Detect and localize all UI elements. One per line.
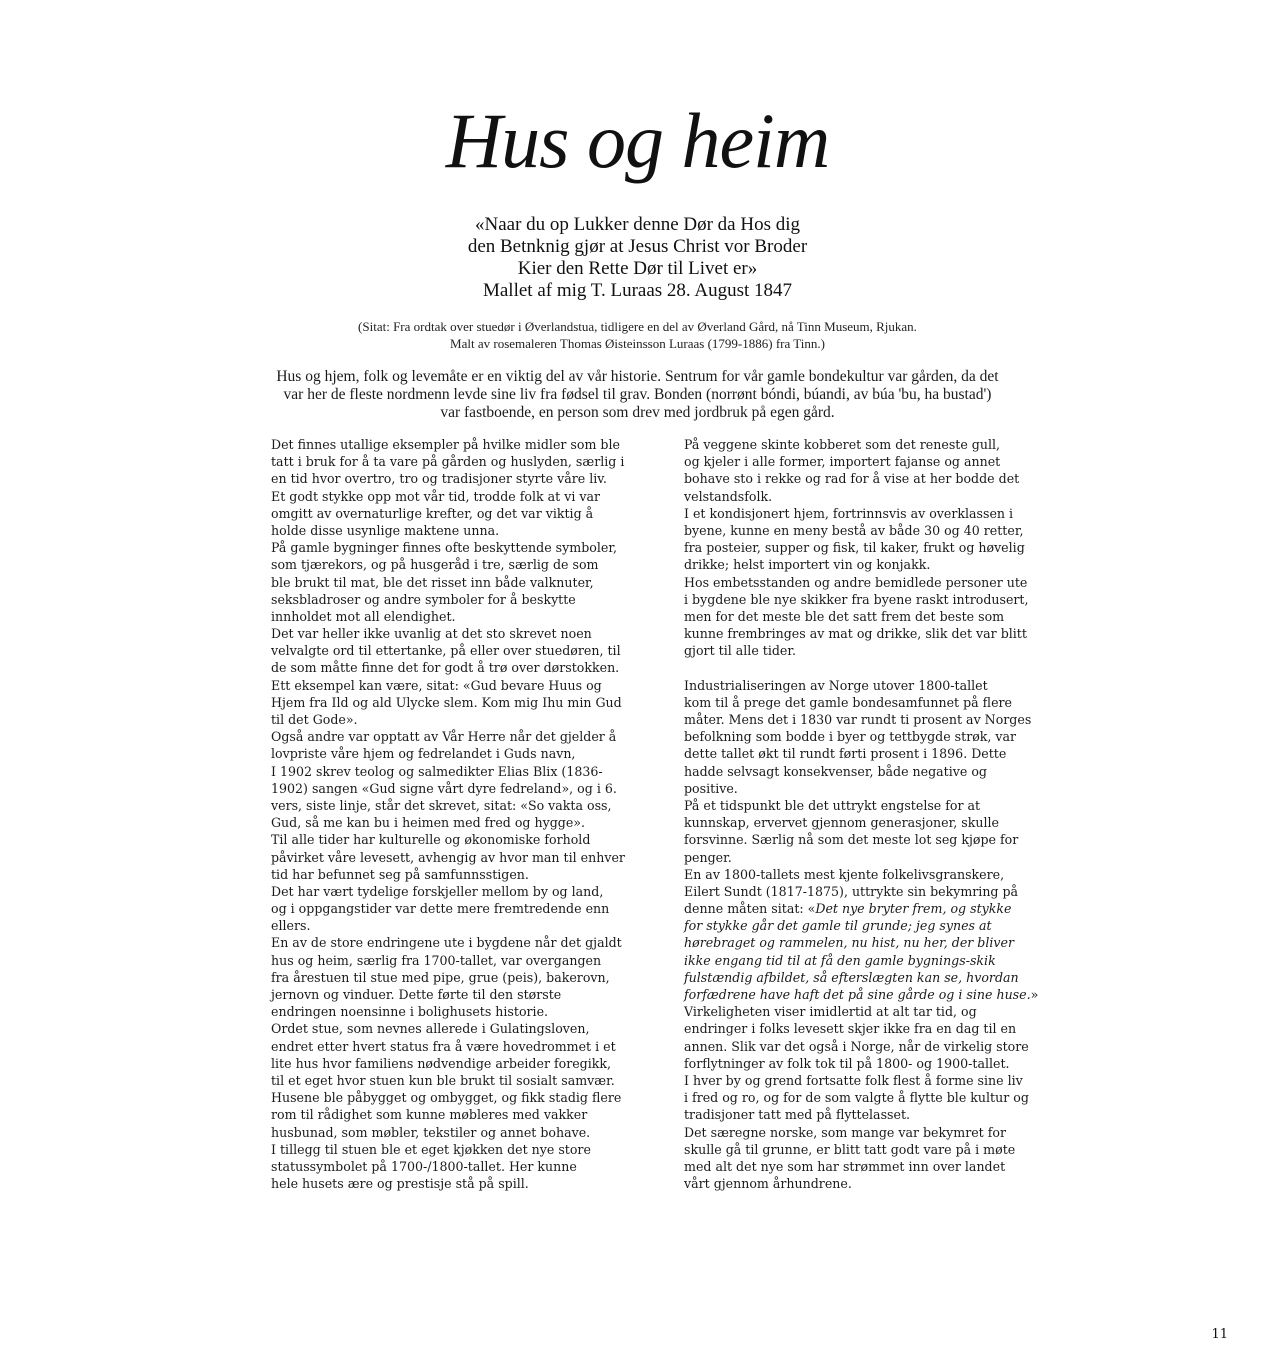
text-line xyxy=(684,711,1064,728)
text-line xyxy=(684,608,1064,625)
text-line: I 1902 skrev teolog og salmedikter Elias Blix (1836- xyxy=(271,763,603,779)
text-line xyxy=(684,556,1064,573)
text-line: Et godt stykke opp mot vår tid, trodde folk at vi var xyxy=(271,488,600,504)
text-line-segment: I hver by og grend fortsatte folk flest å forme sine liv xyxy=(684,1072,1023,1088)
text-line xyxy=(684,574,1064,591)
text-line xyxy=(684,986,1064,1003)
text-line xyxy=(684,1175,1064,1192)
text-line: omgitt av overnaturlige krefter, og det var viktig å xyxy=(271,505,594,521)
source-line: (Sitat: Fra ordtak over stuedør i Øverlandstua, tidligere en del av Øverland Gård, nå Tinn Museum, Rjukan. xyxy=(358,319,917,334)
text-line-segment: i bygdene ble nye skikker fra byene raskt introdusert, xyxy=(684,591,1029,607)
text-line xyxy=(684,900,1064,917)
text-line-segment: med alt det nye som har strømmet inn over landet xyxy=(684,1158,1006,1174)
text-line-segment: tradisjoner tatt med på flyttelasset. xyxy=(684,1107,911,1123)
text-line-segment: byene, kunne en meny bestå av både 30 og 40 retter, xyxy=(684,522,1024,538)
text-line: velvalgte ord til ettertanke, på eller over stuedøren, til xyxy=(271,643,621,659)
text-line xyxy=(684,883,1064,900)
text-line-segment: ikke engang tid til at få den gamle bygnings-skik xyxy=(684,952,996,968)
text-line-segment: og kjeler i alle former, importert fajanse og annet xyxy=(684,454,1001,470)
text-line: lovpriste våre hjem og fedrelandet i Guds navn, xyxy=(271,746,576,762)
text-line xyxy=(684,436,1064,453)
text-line: Det har vært tydelige forskjeller mellom by og land, xyxy=(271,883,604,899)
text-line xyxy=(684,1020,1064,1037)
text-line: I tillegg til stuen ble et eget kjøkken det nye store xyxy=(271,1141,591,1157)
text-line: På gamle bygninger finnes ofte beskyttende symboler, xyxy=(271,540,617,556)
text-line: hele husets ære og prestisje stå på spill. xyxy=(271,1176,529,1192)
text-line: Hjem fra Ild og ald Ulycke slem. Kom mig Ihu min Gud xyxy=(271,694,622,710)
text-line: påvirket våre levesett, avhengig av hvor man til enhver xyxy=(271,849,625,865)
intro-line: var fastboende, en person som drev med jordbruk på egen gård. xyxy=(440,404,835,421)
page-number: 11 xyxy=(1211,1327,1228,1342)
text-line: tid har befunnet seg på samfunnsstigen. xyxy=(271,866,529,882)
text-line-segment: Virkeligheten viser imidlertid at alt tar tid, og xyxy=(684,1004,977,1020)
text-line xyxy=(684,934,1064,951)
text-line xyxy=(684,728,1064,745)
left-text-column xyxy=(271,436,641,1192)
text-line xyxy=(684,780,1064,797)
intro-line: var her de fleste nordmenn levde sine liv fra fødsel til grav. Bonden (norrønt bóndi, búandi, av búa 'bu, ha bustad') xyxy=(283,386,992,403)
text-line xyxy=(684,625,1064,642)
text-line-segment: bohave sto i rekke og rad for å vise at her bodde det xyxy=(684,471,1020,487)
text-line: Det finnes utallige eksempler på hvilke midler som ble xyxy=(271,437,620,452)
text-line xyxy=(684,677,1064,694)
door-inscription-quote xyxy=(0,214,1275,302)
text-line-segment: befolkning som bodde i byer og tettbygde strøk, var xyxy=(684,729,1017,745)
text-line-segment: Hos embetsstanden og andre bemidlede personer ute xyxy=(684,574,1028,590)
text-line: til et eget hvor stuen kun ble brukt til sosialt samvær. xyxy=(271,1072,615,1088)
text-line xyxy=(684,1141,1064,1158)
text-line: hus og heim, særlig fra 1700-tallet, var overgangen xyxy=(271,952,602,968)
quote-line: Kier den Rette Dør til Livet er» xyxy=(517,258,758,279)
text-line: Ordet stue, som nevnes allerede i Gulatingsloven, xyxy=(271,1021,590,1037)
text-line: husbunad, som møbler, tekstiler og annet bohave. xyxy=(271,1124,591,1140)
text-line: vers, siste linje, står det skrevet, sitat: «So vakta oss, xyxy=(271,797,612,813)
text-line-segment: dette tallet økt til rundt førti prosent i 1896. Dette xyxy=(684,746,1007,762)
text-line: tatt i bruk for å ta vare på gården og huslyden, særlig i xyxy=(271,454,625,470)
text-line-segment: vårt gjennom århundrene. xyxy=(684,1176,852,1192)
text-line-segment: måter. Mens det i 1830 var rundt ti prosent av Norges xyxy=(684,712,1032,727)
text-line-segment: Eilert Sundt (1817-1875), uttrykte sin bekymring på xyxy=(684,883,1019,899)
text-line xyxy=(684,453,1064,470)
text-line xyxy=(684,505,1064,522)
text-line-segment: annen. Slik var det også i Norge, når de virkelig store xyxy=(684,1038,1029,1054)
blank-line xyxy=(684,659,1064,676)
text-line xyxy=(684,1124,1064,1141)
text-line: Ett eksempel kan være, sitat: «Gud bevare Huus og xyxy=(271,677,602,693)
text-line xyxy=(684,1038,1064,1055)
quote-line: Mallet af mig T. Luraas 28. August 1847 xyxy=(482,280,793,301)
text-line-segment: En av 1800-tallets mest kjente folkelivsgranskere, xyxy=(684,866,1005,882)
intro-line: Hus og hjem, folk og levemåte er en viktig del av vår historie. Sentrum for vår gamle bondekultur var gården, da det xyxy=(276,368,999,385)
text-line xyxy=(684,952,1064,969)
text-line: ellers. xyxy=(271,918,311,934)
text-line xyxy=(684,1106,1064,1123)
text-line: lite hus hvor familiens nødvendige arbeider foregikk, xyxy=(271,1055,612,1071)
text-line-segment: hørebraget og rammelen, nu hist, nu her, der bliver xyxy=(684,935,1015,951)
source-line: Malt av rosemaleren Thomas Øisteinsson Luraas (1799-1886) fra Tinn.) xyxy=(450,336,825,351)
text-line xyxy=(684,642,1064,659)
text-line: jernovn og vinduer. Dette førte til den største xyxy=(271,987,562,1002)
quote-line: «Naar du op Lukker denne Dør da Hos dig xyxy=(474,214,801,235)
text-line-segment: fra posteier, supper og fisk, til kaker, frukt og høvelig xyxy=(684,540,1025,556)
text-line: de som måtte finne det for godt å trø over dørstokken. xyxy=(271,660,620,676)
text-line xyxy=(684,1158,1064,1175)
text-line: og i oppgangstider var dette mere fremtredende enn xyxy=(271,901,610,917)
text-line xyxy=(684,849,1064,866)
text-line-segment: forflytninger av folk tok til på 1800- og 1900-tallet. xyxy=(684,1055,1010,1071)
text-line-segment: penger. xyxy=(684,849,732,865)
text-line-segment: i fred og ro, og for de som valgte å flytte ble kultur og xyxy=(684,1090,1029,1106)
text-line-segment: fulstændig afbildet, så efterslægten kan se, hvordan xyxy=(684,969,1019,985)
right-text-column xyxy=(684,436,1064,1192)
text-line xyxy=(684,1072,1064,1089)
text-line: ble brukt til mat, ble det risset inn både valknuter, xyxy=(271,574,594,590)
text-line-segment: denne måten sitat: « xyxy=(684,901,816,917)
text-line xyxy=(684,694,1064,711)
text-line xyxy=(684,917,1064,934)
closing-quote-mark: » xyxy=(1030,987,1039,1002)
text-line-segment: positive. xyxy=(684,780,738,796)
text-line-segment: På et tidspunkt ble det uttrykt engstelse for at xyxy=(684,797,981,813)
text-line: statussymbolet på 1700-/1800-tallet. Her kunne xyxy=(271,1158,577,1174)
text-line: 1902) sangen «Gud signe vårt dyre fedreland», og i 6. xyxy=(271,780,617,796)
text-line xyxy=(684,591,1064,608)
text-line-segment: gjort til alle tider. xyxy=(684,643,797,659)
text-line: holde disse usynlige maktene unna. xyxy=(271,522,500,538)
text-line: Også andre var opptatt av Vår Herre når det gjelder å xyxy=(271,729,617,745)
text-line: endringen noensinne i bolighusets historie. xyxy=(271,1004,549,1020)
text-line xyxy=(684,488,1064,505)
text-line-segment: kunnskap, ervervet gjennom generasjoner, skulle xyxy=(684,815,999,831)
text-line: Husene ble påbygget og ombygget, og fikk stadig flere xyxy=(271,1090,622,1106)
text-line-segment: Det særegne norske, som mange var bekymret for xyxy=(684,1124,1007,1140)
text-line-segment: endringer i folks levesett skjer ikke fra en dag til en xyxy=(684,1021,1017,1037)
text-line-segment: I et kondisjonert hjem, fortrinnsvis av overklassen i xyxy=(684,505,1014,521)
text-line: til det Gode». xyxy=(271,712,358,727)
italic-quote-segment: Det nye bryter frem, og stykke xyxy=(815,901,1012,917)
text-line-segment: Industrialiseringen av Norge utover 1800-tallet xyxy=(684,677,988,693)
text-line: endret etter hvert status fra å være hovedrommet i et xyxy=(271,1038,616,1054)
text-line: Gud, så me kan bu i heimen med fred og hygge». xyxy=(271,815,585,831)
text-line xyxy=(684,1003,1064,1020)
text-line-segment: hadde selvsagt konsekvenser, både negative og xyxy=(684,763,987,779)
text-line-segment: forsvinne. Særlig nå som det meste lot seg kjøpe for xyxy=(684,832,1019,848)
text-line-segment: velstandsfolk. xyxy=(684,488,773,504)
text-line xyxy=(684,1055,1064,1072)
text-line xyxy=(684,969,1064,986)
text-line: seksbladroser og andre symboler for å beskytte xyxy=(271,591,576,607)
text-line xyxy=(684,797,1064,814)
page-title: Hus og heim xyxy=(445,97,830,184)
text-line xyxy=(684,745,1064,762)
text-line-segment: men for det meste ble det satt frem det beste som xyxy=(684,608,1005,624)
text-line xyxy=(684,539,1064,556)
text-line xyxy=(684,470,1064,487)
text-line-segment: kunne frembringes av mat og drikke, slik det var blitt xyxy=(684,626,1027,642)
text-line-segment: forfædrene have haft det på sine gårde og i sine huse. xyxy=(684,987,1031,1002)
text-line xyxy=(684,866,1064,883)
text-line-segment: for stykke går det gamle til grunde; jeg synes at xyxy=(684,918,992,934)
text-line-segment: skulle gå til grunne, er blitt tatt godt vare på i møte xyxy=(684,1141,1016,1157)
text-line xyxy=(684,1089,1064,1106)
quote-line: den Betnknig gjør at Jesus Christ vor Broder xyxy=(467,236,808,257)
text-line: Til alle tider har kulturelle og økonomiske forhold xyxy=(271,832,591,848)
text-line xyxy=(684,831,1064,848)
text-line xyxy=(684,522,1064,539)
text-line: Det var heller ikke uvanlig at det sto skrevet noen xyxy=(271,626,592,642)
text-line: som tjærekors, og på husgeråd i tre, særlig de som xyxy=(271,557,599,573)
intro-paragraph xyxy=(0,368,1275,422)
text-line xyxy=(684,814,1064,831)
text-line: innholdet mot all elendighet. xyxy=(271,608,456,624)
text-line: rom til rådighet som kunne møbleres med vakker xyxy=(271,1107,588,1123)
text-line: En av de store endringene ute i bygdene når det gjaldt xyxy=(271,935,622,951)
text-line-segment: På veggene skinte kobberet som det reneste gull, xyxy=(684,437,1001,452)
text-line-segment: drikke; helst importert vin og konjakk. xyxy=(684,557,931,573)
text-line xyxy=(684,763,1064,780)
text-line: fra årestuen til stue med pipe, grue (peis), bakerovn, xyxy=(271,969,610,985)
text-line: en tid hvor overtro, tro og tradisjoner styrte våre liv. xyxy=(271,471,607,487)
text-line-segment: kom til å prege det gamle bondesamfunnet på flere xyxy=(684,694,1013,710)
quote-source xyxy=(0,318,1275,352)
